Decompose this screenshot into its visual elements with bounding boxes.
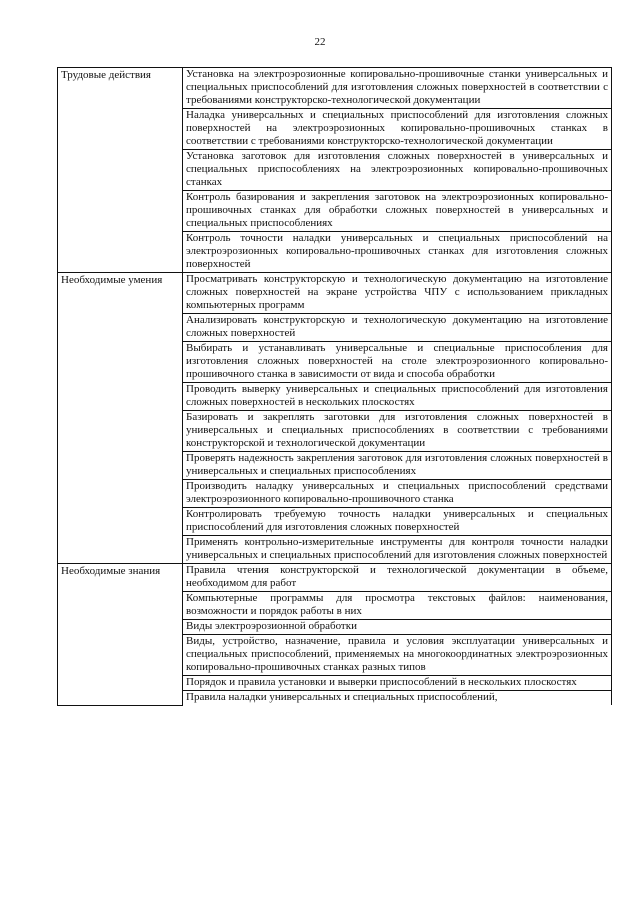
list-item: Правила наладки универсальных и специальных приспособлений,: [183, 691, 612, 706]
section-label: Трудовые действия: [58, 68, 183, 273]
list-item: Проверять надежность закрепления заготовок для изготовления сложных поверхностей в универсальных и специальных приспособлениях: [183, 452, 612, 480]
table-row: [58, 68, 612, 109]
list-item: Контролировать требуемую точность наладки универсальных и специальных приспособлений для изготовления сложных поверхностей: [183, 508, 612, 536]
list-item: Порядок и правила установки и выверки приспособлений в нескольких плоскостях: [183, 676, 612, 691]
table-row: [58, 564, 612, 592]
list-item: Выбирать и устанавливать универсальные и специальные приспособления для изготовления сложных поверхностей на столе электроэрозионного копировально-прошивочного станка в зависимости от вида и способа обработки: [183, 342, 612, 383]
list-item: Базировать и закреплять заготовки для изготовления сложных поверхностей в универсальных и специальных приспособлениях в соответствии с требованиями конструкторской и технологической документации: [183, 411, 612, 452]
section-label: Необходимые знания: [58, 564, 183, 706]
list-item: Анализировать конструкторскую и технологическую документацию на изготовление сложных поверхностей: [183, 314, 612, 342]
list-item: Установка заготовок для изготовления сложных поверхностей в универсальных и специальных приспособлениях на электроэрозионных копировально-прошивочных станках: [183, 150, 612, 191]
list-item: Установка на электроэрозионные копировально-прошивочные станки универсальных и специальных приспособлений для изготовления сложных поверхностей в соответствии с требованиями конструкторско-технологической документации: [183, 68, 612, 109]
list-item: Компьютерные программы для просмотра текстовых файлов: наименования, возможности и порядок работы в них: [183, 592, 612, 620]
list-item: Проводить выверку универсальных и специальных приспособлений для изготовления сложных поверхностей в нескольких плоскостях: [183, 383, 612, 411]
list-item: Правила чтения конструкторской и технологической документации в объеме, необходимом для работ: [183, 564, 612, 592]
page-number: 22: [314, 36, 326, 48]
list-item: Просматривать конструкторскую и технологическую документацию на изготовление сложных поверхностей на экране устройства ЧПУ с использованием прикладных компьютерных программ: [183, 273, 612, 314]
list-item: Производить наладку универсальных и специальных приспособлений средствами электроэрозионного копировально-прошивочного станка: [183, 480, 612, 508]
table-row: [58, 273, 612, 314]
list-item: Контроль базирования и закрепления заготовок на электроэрозионных копировально-прошивочных станках для обработки сложных поверхностей в универсальных и специальных приспособлениях: [183, 191, 612, 232]
section-label: Необходимые умения: [58, 273, 183, 564]
list-item: Виды, устройство, назначение, правила и условия эксплуатации универсальных и специальных приспособлений, применяемых на многокоординатных электроэрозионных копировально-прошивочных станках разных типов: [183, 635, 612, 676]
list-item: Наладка универсальных и специальных приспособлений для изготовления сложных поверхностей на электроэрозионных копировально-прошивочных станках в соответствии с требованиями конструкторско-технологической документации: [183, 109, 612, 150]
list-item: Контроль точности наладки универсальных и специальных приспособлений на электроэрозионных копировально-прошивочных станках для изготовления сложных поверхностей: [183, 232, 612, 273]
requirements-table: [57, 67, 612, 706]
list-item: Применять контрольно-измерительные инструменты для контроля точности наладки универсальных и специальных приспособлений для изготовления сложных поверхностей: [183, 536, 612, 564]
list-item: Виды электроэрозионной обработки: [183, 620, 612, 635]
